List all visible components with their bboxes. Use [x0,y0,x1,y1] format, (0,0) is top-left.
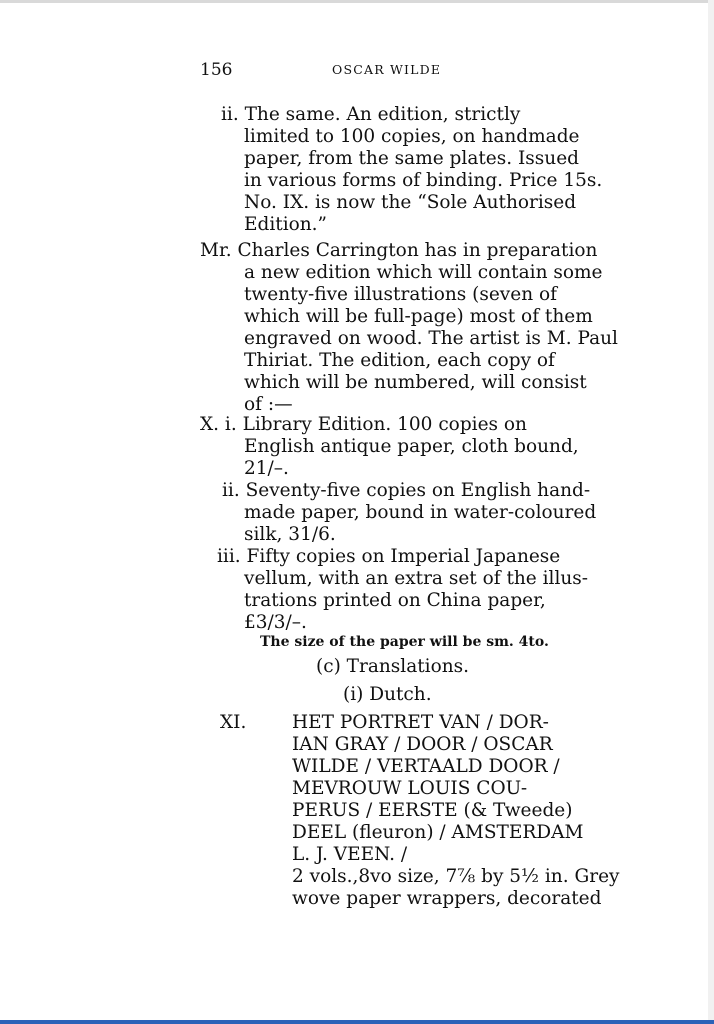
carrington-line-4: which will be full-page) most of them [244,306,593,327]
carrington-line-5: engraved on wood. The artist is M. Paul [244,328,618,349]
entry-x-ii-line-3: silk, 31/6. [244,524,336,545]
entry-ix-ii-line-6: Edition.” [244,214,328,235]
entry-xi-line-3: WILDE / VERTAALD DOOR / [292,756,560,777]
running-head [200,60,620,82]
entry-xi-line-7: L. J. VEEN. / [292,844,408,865]
paper-size-note: The size of the paper will be sm. 4to. [260,634,549,650]
entry-x-iii-line-3: trations printed on China paper, [244,590,546,611]
entry-xi-line-6: DEEL (fleuron) / AMSTERDAM [292,822,584,843]
carrington-line-8: of :— [244,394,293,415]
entry-x-i-line-1: X. i. Library Edition. 100 copies on [200,414,527,435]
entry-xi-line-4: MEVROUW LOUIS COU- [292,778,528,799]
carrington-line-1: Mr. Charles Carrington has in preparation [200,240,598,261]
entry-x-i-line-3: 21/–. [244,458,289,479]
entry-xi-line-9: wove paper wrappers, decorated [292,888,602,909]
entry-xi-line-8: 2 vols.,8vo size, 7⅞ by 5½ in. Grey [292,866,620,887]
entry-x-i-line-2: English antique paper, cloth bound, [244,436,579,457]
entry-ix-ii-line-3: paper, from the same plates. Issued [244,148,579,169]
bottom-edge [0,1020,714,1024]
carrington-line-2: a new edition which will contain some [244,262,603,283]
entry-x-iii-line-1: iii. Fifty copies on Imperial Japanese [217,546,561,567]
running-title: OSCAR WILDE [332,62,442,77]
entry-xi-line-5: PERUS / EERSTE (& Tweede) [292,800,573,821]
entry-ix-ii-line-5: No. IX. is now the “Sole Authorised [244,192,577,213]
right-edge [708,0,714,1024]
entry-xi-label: XI. [220,712,247,733]
carrington-line-3: twenty-five illustrations (seven of [244,284,557,305]
entry-xi-line-1: HET PORTRET VAN / DOR- [292,712,549,733]
carrington-line-6: Thiriat. The edition, each copy of [244,350,555,371]
entry-x-ii-line-1: ii. Seventy-five copies on English hand- [222,480,591,501]
subsection-heading: (i) Dutch. [343,684,432,705]
section-heading: (c) Translations. [316,656,470,677]
carrington-line-7: which will be numbered, will consist [244,372,587,393]
entry-ix-ii-line-2: limited to 100 copies, on handmade [244,126,580,147]
entry-x-iii-line-2: vellum, with an extra set of the illus- [244,568,589,589]
top-edge [0,0,714,3]
entry-xi-line-2: IAN GRAY / DOOR / OSCAR [292,734,553,755]
entry-ix-ii-line-4: in various forms of binding. Price 15s. [244,170,603,191]
entry-x-iii-line-4: £3/3/–. [244,612,307,633]
page-number: 156 [200,60,233,80]
entry-ix-ii-line-1: ii. The same. An edition, strictly [221,104,521,125]
entry-x-ii-line-2: made paper, bound in water-coloured [244,502,597,523]
